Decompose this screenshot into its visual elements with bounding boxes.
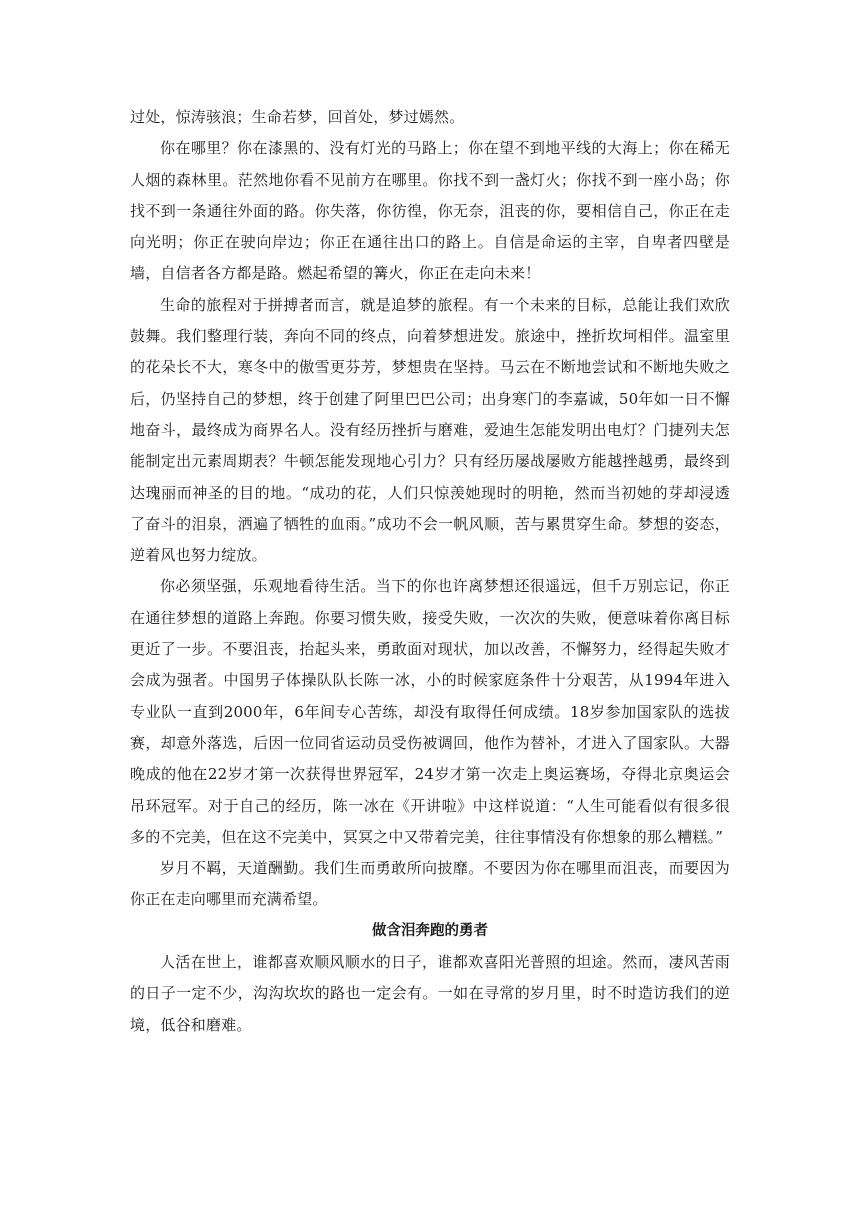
paragraph: 生命的旅程对于拼搏者而言，就是追梦的旅程。有一个未来的目标，总能让我们欢欣鼓舞。我们整理行装，奔向不同的终点，向着梦想进发。旅途中，挫折坎坷相伴。温室里的花朵长不大，寒冬中的傲雪更芬芳，梦想贵在坚持。马云在不断地尝试和不断地失败之后，仍坚持自己的梦想，终于创建了阿里巴巴公司；出身寒门的李嘉诚，50年如一日不懈地奋斗，最终成为商界名人。没有经历挫折与磨难，爱迪生怎能发明出电灯？门捷列夫怎能制定出元素周期表？牛顿怎能发现地心引力？只有经历屡战屡败方能越挫越勇，最终到达瑰丽而神圣的目的地。“成功的花，人们只惊羡她现时的明艳，然而当初她的芽却浸透了奋斗的泪泉，洒遍了牺牲的血雨。”成功不会一帆风顺，苦与累贯穿生命。梦想的姿态，逆着风也努力绽放。 [130, 295, 730, 565]
paragraph: 岁月不羁，天道酬勤。我们生而勇敢所向披靡。不要因为你在哪里而沮丧，而要因为你正在走向哪里而充满希望。 [130, 859, 730, 909]
section-heading: 做含泪奔跑的勇者 [372, 922, 488, 939]
paragraph: 人活在世上，谁都喜欢顺风顺水的日子，谁都欢喜阳光普照的坦途。然而，凄风苦雨的日子一定不少，沟沟坎坎的路也一定会有。一如在寻常的岁月里，时不时造访我们的逆境，低谷和磨难。 [130, 953, 730, 1034]
paragraph: 你必须坚强，乐观地看待生活。当下的你也许离梦想还很遥远，但千万别忘记，你正在通往梦想的道路上奔跑。你要习惯失败，接受失败，一次次的失败，便意味着你离目标更近了一步。不要沮丧，抬起头来，勇敢面对现状，加以改善，不懈努力，经得起失败才会成为强者。中国男子体操队队长陈一冰，小的时候家庭条件十分艰苦，从1994年进入专业队一直到2000年，6年间专心苦练，却没有取得任何成绩。18岁参加国家队的选拔赛，却意外落选，后因一位同省运动员受伤被调回，他作为替补，才进入了国家队。大器晚成的他在22岁才第一次获得世界冠军，24岁才第一次走上奥运赛场，夺得北京奥运会吊环冠军。对于自己的经历，陈一冰在《开讲啦》中这样说道：“人生可能看似有很多很多的不完美，但在这不完美中，冥冥之中又带着完美，往往事情没有你想象的那么糟糕。” [130, 577, 730, 846]
paragraph: 过处，惊涛骇浪；生命若梦，回首处，梦过嫣然。 [130, 108, 465, 126]
paragraph: 你在哪里？你在漆黑的、没有灯光的马路上；你在望不到地平线的大海上；你在稀无人烟的森林里。茫然地你看不见前方在哪里。你找不到一盏灯火；你找不到一座小岛；你找不到一条通往外面的路。你失落，你彷徨，你无奈，沮丧的你，要相信自己，你正在走向光明；你正在驶向岸边；你正在通往出口的路上。自信是命运的主宰，自卑者四壁是墙，自信者各方都是路。燃起希望的篝火，你正在走向未来！ [130, 139, 730, 283]
document-page [130, 102, 730, 1041]
